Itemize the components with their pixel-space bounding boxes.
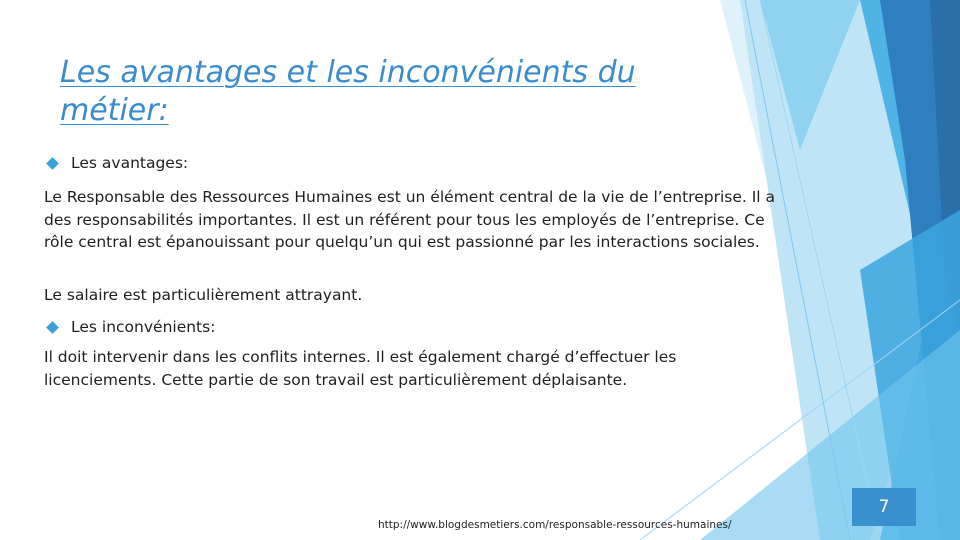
page-number-badge: 7	[852, 488, 916, 526]
section-heading-advantages: Les avantages:	[71, 154, 189, 172]
bullet-advantages	[44, 152, 188, 174]
source-link[interactable]: http://www.blogdesmetiers.com/responsable-ressources-humaines/	[378, 519, 732, 531]
bullet-disadvantages	[44, 316, 215, 338]
advantages-paragraph-1: Le Responsable des Ressources Humaines est un élément central de la vie de l’entreprise. Il a des responsabilités importantes. Il est un référent pour tous les employés de l’entreprise. Ce rôle central est épanouissant pour quelqu’un qui est passionné par les interactions sociales.	[44, 188, 776, 251]
disadvantages-paragraph: Il doit intervenir dans les conflits internes. Il est également chargé d’effectuer les licenciements. Cette partie de son travail est particulièrement déplaisante.	[44, 348, 677, 389]
section-heading-disadvantages: Les inconvénients:	[71, 318, 216, 336]
diamond-bullet-icon	[46, 321, 59, 334]
diamond-bullet-icon	[46, 157, 59, 170]
advantages-paragraph-2: Le salaire est particulièrement attrayant.	[44, 286, 363, 304]
slide-title: Les avantages et les inconvénients du métier:	[60, 55, 636, 128]
